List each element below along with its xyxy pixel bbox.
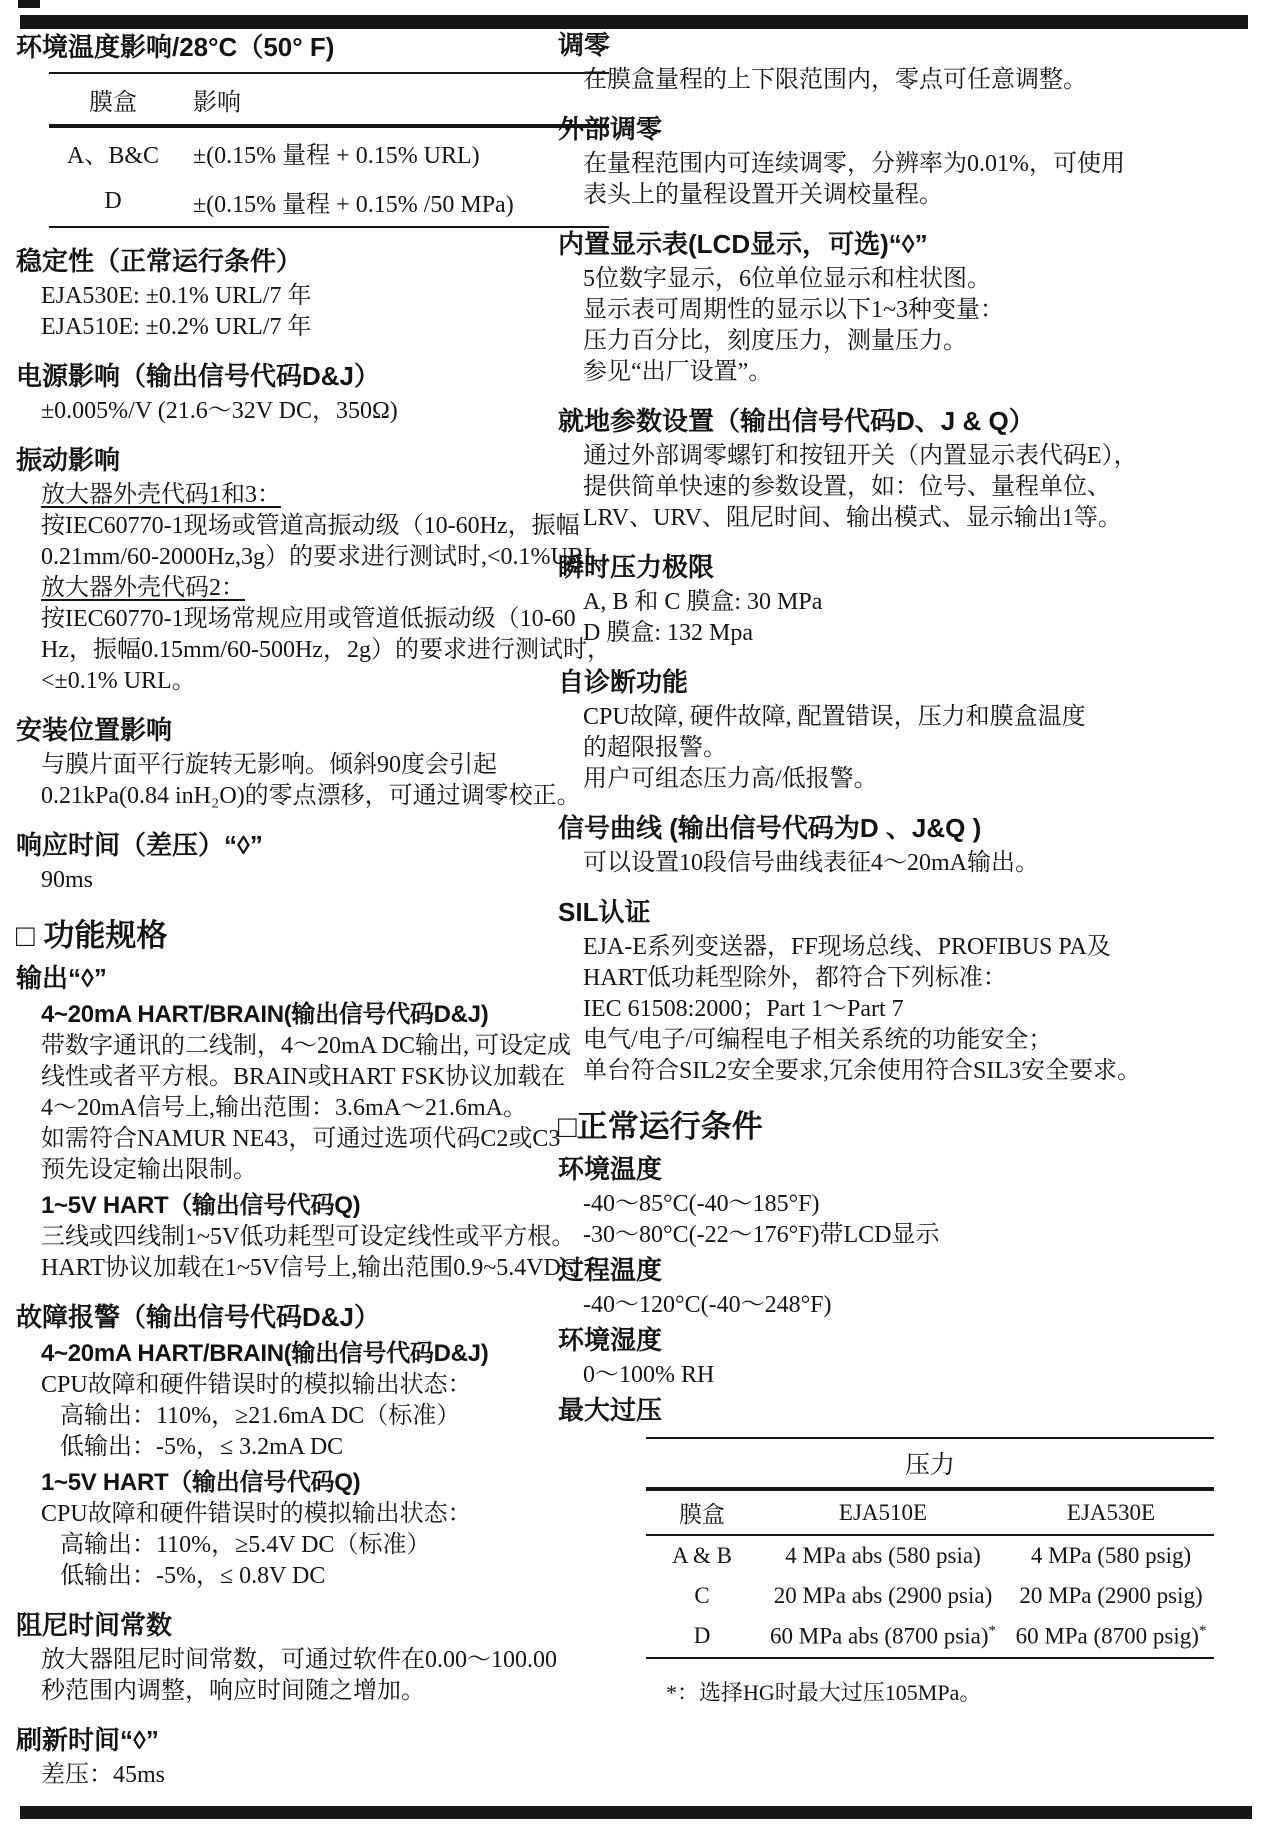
text-line: A, B 和 C 膜盒: 30 MPa (583, 589, 823, 615)
heading-temp-effect: 环境温度影响/28°C（50° F) (16, 32, 335, 62)
table-cell: 20 MPa abs (2900 psia) (773, 1583, 993, 1608)
heading-max-overpressure: 最大过压 (558, 1395, 663, 1425)
table-cell: ±(0.15% 量程 + 0.15% URL) (193, 143, 480, 169)
text-line: EJA-E系列变送器，FF现场总线、PROFIBUS PA及 (583, 934, 1111, 960)
table-cell: C (694, 1583, 710, 1608)
text-line: 单台符合SIL2安全要求,冗余使用符合SIL3安全要求。 (583, 1058, 1141, 1084)
heading-integral-indicator: 内置显示表(LCD显示，可选)“◊” (558, 229, 928, 259)
table-cell: D (693, 1623, 711, 1649)
text-line: 的超限报警。 (583, 735, 727, 761)
text-line: 预先设定输出限制。 (41, 1157, 257, 1183)
column-header-capsule: 膜盒 (646, 1489, 758, 1535)
heading-damping-time: 阻尼时间常数 (16, 1610, 173, 1640)
text-line: 4～20mA信号上,输出范围：3.6mA～21.6mA。 (41, 1095, 527, 1121)
heading-refresh-time: 刷新时间“◊” (16, 1725, 159, 1755)
section-heading-functional-spec: □ 功能规格 (16, 918, 168, 953)
text-line: 参见“出厂设置”。 (583, 359, 773, 385)
text-line: 表头上的量程设置开关调校量程。 (583, 182, 943, 208)
text-line: 低输出：-5%，≤ 3.2mA DC (60, 1434, 344, 1460)
heading-output: 输出“◊” (16, 963, 107, 993)
text-line: <±0.1% URL。 (41, 668, 196, 694)
text-line: 显示表可周期性的显示以下1~3种变量： (583, 297, 1004, 323)
table-cell: ±(0.15% 量程 + 0.15% /50 MPa) (193, 192, 514, 218)
text-line: 0.21kPa(0.84 inH₂O)的零点漂移，可通过调零校正。 (41, 783, 581, 809)
table-cell (758, 1616, 1008, 1658)
text-line: 用户可组态压力高/低报警。 (583, 766, 878, 792)
page-top-corner-mark (18, 0, 40, 8)
heading-local-parameter-setting: 就地参数设置（输出信号代码D、J & Q） (558, 406, 1035, 436)
top-rule (20, 15, 1248, 29)
text-line: 按IEC60770-1现场或管道高振动级（10-60Hz，振幅 (41, 513, 580, 539)
text-line: D 膜盒: 132 Mpa (583, 620, 753, 646)
column-header-eja510e: EJA510E (758, 1489, 1008, 1535)
heading-response-time: 响应时间（差压）“◊” (16, 830, 263, 860)
text-line: 低输出：-5%，≤ 0.8V DC (60, 1563, 326, 1589)
text-line: -30～80°C(-22～176°F)带LCD显示 (583, 1222, 940, 1248)
text-line: 放大器阻尼时间常数，可通过软件在0.00～100.00 (41, 1647, 557, 1673)
table-cell (1008, 1616, 1214, 1658)
table-cell: 20 MPa (2900 psig) (1019, 1583, 1203, 1608)
text-line: 三线或四线制1~5V低功耗型可设定线性或平方根。 (41, 1224, 576, 1250)
text-line: 5位数字显示，6位单位显示和柱状图。 (583, 266, 991, 292)
heading-failure-alarm: 故障报警（输出信号代码D&J） (16, 1302, 381, 1332)
heading-vibration-effect: 振动影响 (16, 445, 121, 475)
text-line: 通过外部调零螺钉和按钮开关（内置显示表代码E）， (583, 443, 1138, 469)
text-line: LRV、URV、阻尼时间、输出模式、显示输出1等。 (583, 505, 1122, 531)
heading-surge-pressure-limit: 瞬时压力极限 (558, 552, 715, 582)
text-line: 0～100% RH (583, 1362, 715, 1388)
text-line: EJA510E: ±0.2% URL/7 年 (41, 314, 312, 340)
text-line: 线性或者平方根。BRAIN或HART FSK协议加载在 (41, 1064, 566, 1090)
text-line: EJA530E: ±0.1% URL/7 年 (41, 283, 312, 309)
heading-external-zero: 外部调零 (558, 114, 663, 144)
heading-ambient-temperature: 环境温度 (558, 1154, 663, 1184)
text-line: 与膜片面平行旋转无影响。倾斜90度会引起 (41, 752, 497, 778)
table-row (49, 177, 609, 227)
heading-mounting-effect: 安装位置影响 (16, 715, 173, 745)
text-line: 压力百分比，刻度压力，测量压力。 (583, 328, 967, 354)
table-row (646, 1576, 1214, 1616)
text-line-underlined: 放大器外壳代码1和3： (41, 482, 281, 508)
text-line: CPU故障和硬件错误时的模拟输出状态： (41, 1372, 472, 1398)
table-span-header-row (646, 1438, 1214, 1489)
text-line: 按IEC60770-1现场常规应用或管道低振动级（10-60 (41, 606, 576, 632)
section-heading-normal-operating-conditions: □正常运行条件 (558, 1109, 763, 1144)
text-line: 带数字通讯的二线制，4～20mA DC输出, 可设定成 (41, 1033, 572, 1059)
text-line: 高输出：110%，≥21.6mA DC（标准） (60, 1403, 461, 1429)
table-cell: 4 MPa (580 psig) (1030, 1543, 1192, 1568)
heading-zero-adjustment: 调零 (558, 30, 611, 60)
text-line: -40～120°C(-40～248°F) (583, 1292, 832, 1318)
table-cell: 4 MPa abs (580 psia) (785, 1543, 981, 1568)
table-cell: D (104, 188, 122, 214)
heading-self-diagnostics: 自诊断功能 (558, 667, 689, 697)
text-line: 提供简单快速的参数设置，如：位号、量程单位、 (583, 474, 1111, 500)
text-line: 电气/电子/可编程电子相关系统的功能安全； (583, 1027, 1053, 1053)
table-row (646, 1535, 1214, 1576)
text-line: ±0.005%/V (21.6～32V DC，350Ω) (41, 398, 398, 424)
heading-power-effect: 电源影响（输出信号代码D&J） (16, 361, 381, 391)
text-line: 秒范围内调整，响应时间随之增加。 (41, 1678, 425, 1704)
heading-signal-characterizer: 信号曲线 (输出信号代码为D 、J&Q ) (558, 813, 982, 843)
table-row (646, 1616, 1214, 1658)
table-cell: A & B (671, 1543, 733, 1568)
overpressure-table (646, 1437, 1214, 1659)
text-line: 差压：45ms (41, 1762, 166, 1788)
column-header-pressure: 压力 (646, 1438, 1214, 1489)
text-line: 可以设置10段信号曲线表征4～20mA输出。 (583, 850, 1039, 876)
subheading-15v-hart: 1~5V HART（输出信号代码Q) (41, 1469, 361, 1496)
text-line: -40～85°C(-40～185°F) (583, 1191, 820, 1217)
temp-effect-table (49, 72, 609, 228)
footnote-marker: * (1198, 1623, 1207, 1639)
subheading-420ma-hart-brain: 4~20mA HART/BRAIN(输出信号代码D&J) (41, 1340, 489, 1367)
right-column (558, 28, 1252, 1707)
heading-sil-certification: SIL认证 (558, 897, 651, 927)
text-line: HART协议加载在1~5V信号上,输出范围0.9~5.4VDC (41, 1255, 577, 1281)
text-line: 90ms (41, 867, 94, 893)
subheading-420ma-hart-brain: 4~20mA HART/BRAIN(输出信号代码D&J) (41, 1001, 489, 1028)
text-line: 在膜盒量程的上下限范围内，零点可任意调整。 (583, 67, 1087, 93)
text-line: HART低功耗型除外，都符合下列标准： (583, 965, 1007, 991)
text-line: 0.21mm/60-2000Hz,3g）的要求进行测试时,<0.1%URL。 (41, 544, 623, 570)
text-line: Hz，振幅0.15mm/60-500Hz，2g）的要求进行测试时， (41, 637, 611, 663)
table-header-row (646, 1489, 1214, 1535)
heading-ambient-humidity: 环境湿度 (558, 1325, 663, 1355)
heading-process-temperature: 过程温度 (558, 1255, 663, 1285)
footnote-marker: * (988, 1623, 996, 1639)
text-line-underlined: 放大器外壳代码2： (41, 575, 245, 601)
text-line: IEC 61508:2000；Part 1～Part 7 (583, 996, 904, 1022)
text-line: 高输出：110%，≥5.4V DC（标准） (60, 1532, 431, 1558)
column-header-capsule: 膜盒 (49, 73, 177, 126)
bottom-rule (20, 1806, 1252, 1819)
table-row (49, 126, 609, 177)
column-header-effect: 影响 (177, 73, 609, 126)
table-footnote: *：选择HG时最大过压105MPa。 (666, 1679, 982, 1705)
text-line: CPU故障和硬件错误时的模拟输出状态： (41, 1501, 472, 1527)
subheading-15v-hart: 1~5V HART（输出信号代码Q) (41, 1192, 361, 1219)
table-header-row (49, 73, 609, 126)
column-header-eja530e: EJA530E (1008, 1489, 1214, 1535)
heading-stability: 稳定性（正常运行条件） (16, 246, 303, 276)
table-cell: A、B&C (66, 143, 159, 169)
cell-value: 60 MPa (8700 psig) (1015, 1623, 1199, 1649)
text-line: 如需符合NAMUR NE43，可通过选项代码C2或C3 (41, 1126, 561, 1152)
text-line: 在量程范围内可连续调零，分辨率为0.01%，可使用 (583, 151, 1125, 177)
cell-value: 60 MPa abs (8700 psia) (770, 1623, 989, 1649)
text-line: CPU故障, 硬件故障, 配置错误，压力和膜盒温度 (583, 704, 1086, 730)
